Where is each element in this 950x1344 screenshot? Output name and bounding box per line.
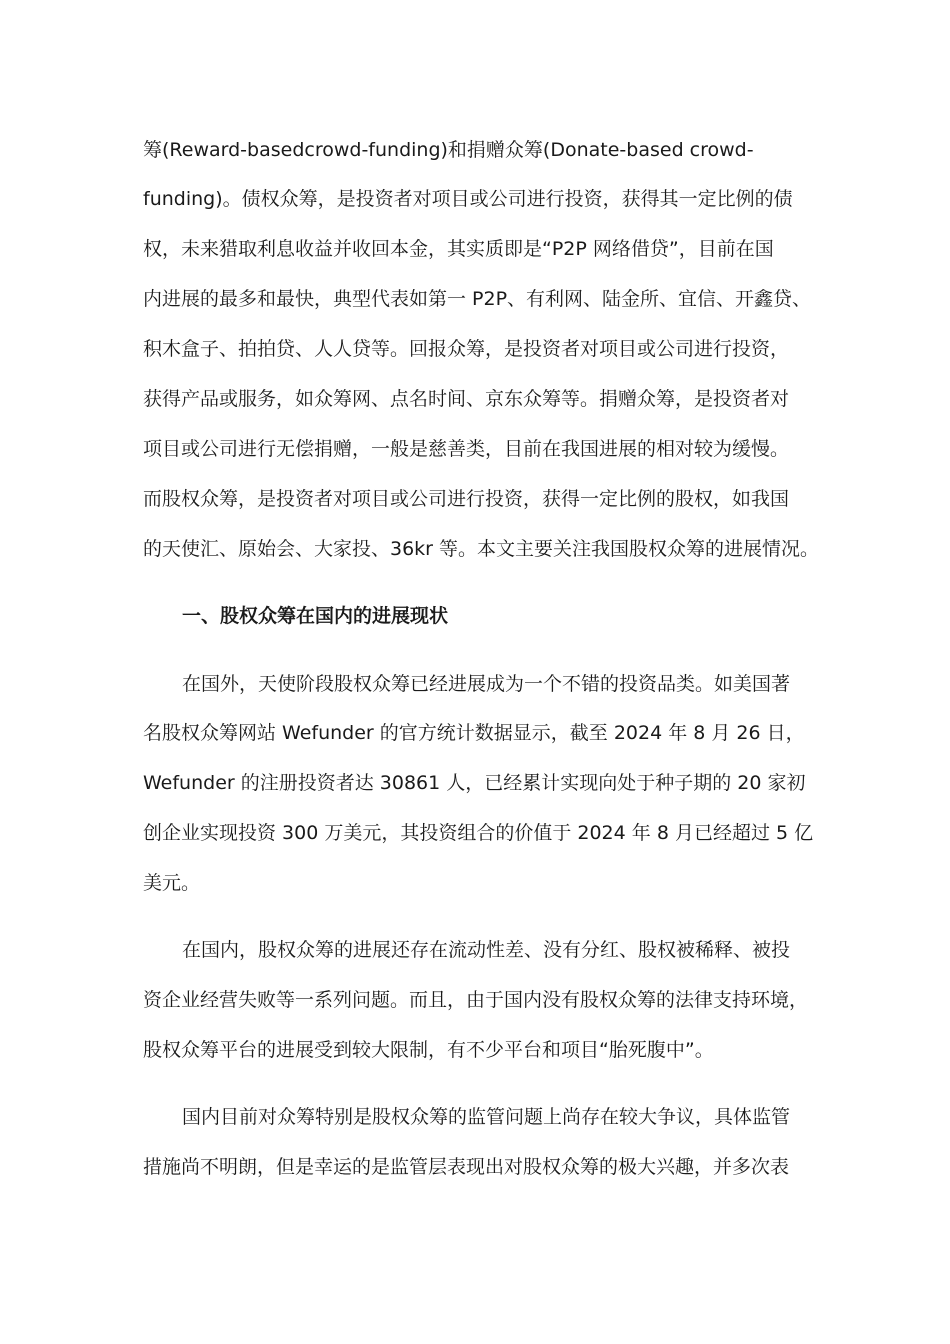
paragraph-4-line-2: 措施尚不明朗，但是幸运的是监管层表现出对股权众筹的极大兴趣，并多次表 [143,1156,790,1178]
paragraph-2-line-3: Wefunder 的注册投资者达 30861 人，已经累计实现向处于种子期的 20 家初 [143,772,806,794]
paragraph-1-line-8: 而股权众筹，是投资者对项目或公司进行投资，获得一定比例的股权，如我国 [143,488,790,510]
section-heading: 一、股权众筹在国内的进展现状 [182,605,449,627]
paragraph-2-line-5: 美元。 [143,872,201,894]
paragraph-3-line-3: 股权众筹平台的进展受到较大限制，有不少平台和项目“胎死腹中”。 [143,1039,714,1061]
paragraph-3-line-2: 资企业经营失败等一系列问题。而且，由于国内没有股权众筹的法律支持环境， [143,989,809,1011]
paragraph-2-line-4: 创企业实现投资 300 万美元，其投资组合的价值于 2024 年 8 月已经超过 5 亿 [143,822,814,844]
paragraph-1-line-2: funding)。债权众筹，是投资者对项目或公司进行投资，获得其一定比例的债 [143,188,793,210]
paragraph-1-line-4: 内进展的最多和最快，典型代表如第一 P2P、有利网、陆金所、宜信、开鑫贷、 [143,288,812,310]
paragraph-1-line-1: 筹(Reward-basedcrowd-funding)和捐赠众筹(Donate-based crowd- [143,139,754,161]
paragraph-2-line-1: 在国外，天使阶段股权众筹已经进展成为一个不错的投资品类。如美国著 [182,673,791,695]
paragraph-4-line-1: 国内目前对众筹特别是股权众筹的监管问题上尚存在较大争议，具体监管 [182,1106,791,1128]
paragraph-2-line-2: 名股权众筹网站 Wefunder 的官方统计数据显示，截至 2024 年 8 月 26 日， [143,722,805,744]
paragraph-1-line-5: 积木盒子、拍拍贷、人人贷等。回报众筹，是投资者对项目或公司进行投资， [143,338,790,360]
paragraph-1-line-6: 获得产品或服务，如众筹网、点名时间、京东众筹等。捐赠众筹，是投资者对 [143,388,790,410]
paragraph-1-line-7: 项目或公司进行无偿捐赠，一般是慈善类，目前在我国进展的相对较为缓慢。 [143,438,790,460]
paragraph-1-line-3: 权，未来猎取利息收益并收回本金，其实质即是“P2P 网络借贷”，目前在国 [143,238,774,260]
paragraph-3-line-1: 在国内，股权众筹的进展还存在流动性差、没有分红、股权被稀释、被投 [182,939,791,961]
paragraph-1-line-9: 的天使汇、原始会、大家投、36kr 等。本文主要关注我国股权众筹的进展情况。 [143,538,820,560]
